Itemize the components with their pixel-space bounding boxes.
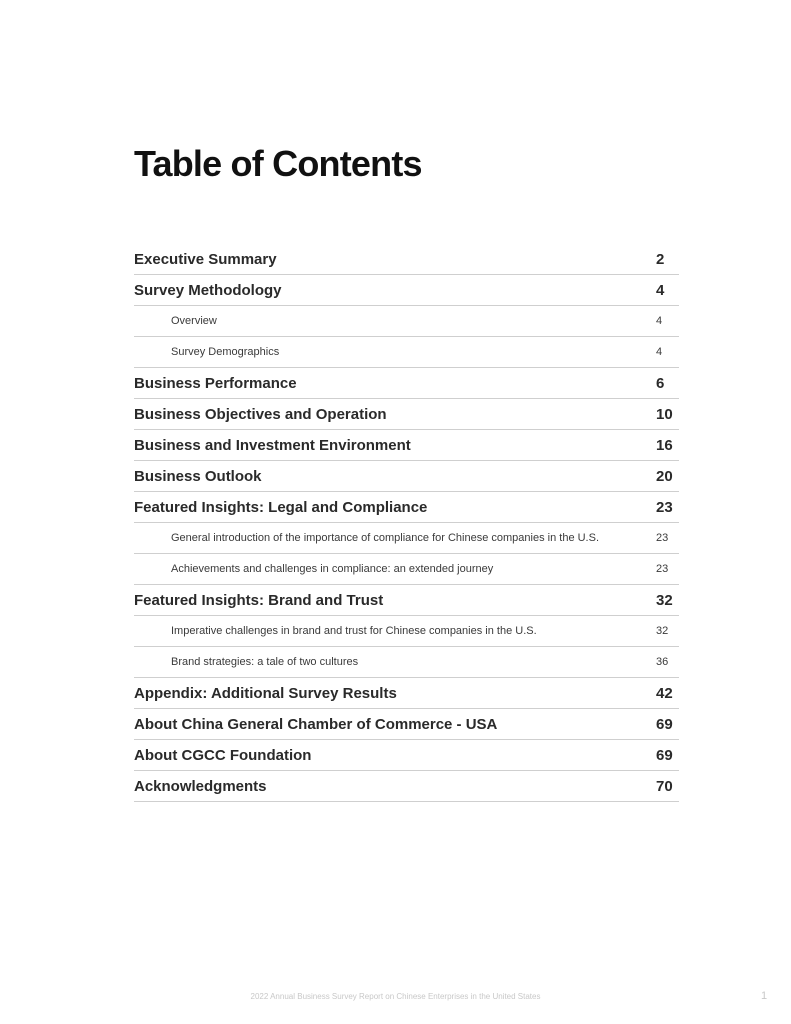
- page-number: 1: [761, 990, 768, 1002]
- toc-entry-label: Business and Investment Environment: [134, 436, 411, 454]
- page-title: Table of Contents: [134, 143, 422, 184]
- toc-subentry[interactable]: [134, 523, 679, 554]
- toc-subentry[interactable]: [134, 554, 679, 585]
- toc-entry[interactable]: [134, 430, 679, 461]
- toc-subentry[interactable]: [134, 337, 679, 368]
- toc-entry-label: Featured Insights: Legal and Compliance: [134, 498, 428, 516]
- toc-entry-page: 4: [656, 346, 663, 358]
- toc-entry-page: 4: [656, 281, 665, 299]
- toc-entry-page: 20: [656, 467, 673, 485]
- toc-entry-label: Appendix: Additional Survey Results: [134, 684, 397, 702]
- toc-entry-label: Executive Summary: [134, 250, 277, 268]
- toc-entry[interactable]: [134, 771, 679, 802]
- toc-subentry[interactable]: [134, 616, 679, 647]
- toc-entry-label: Imperative challenges in brand and trust for Chinese companies in the U.S.: [171, 625, 537, 637]
- toc-entry-label: Acknowledgments: [134, 777, 267, 795]
- toc-entry[interactable]: [134, 709, 679, 740]
- toc-entry-page: 23: [656, 532, 669, 544]
- toc-entry-label: Featured Insights: Brand and Trust: [134, 591, 384, 609]
- footer-text: 2022 Annual Business Survey Report on Chinese Enterprises in the United States: [250, 992, 541, 1001]
- toc-entry-label: Business Performance: [134, 374, 297, 392]
- toc-entry-page: 32: [656, 625, 669, 637]
- toc-entry-page: 69: [656, 746, 673, 764]
- toc-entry-label: Business Outlook: [134, 467, 262, 485]
- table-of-contents: [134, 244, 679, 802]
- toc-entry[interactable]: [134, 492, 679, 523]
- toc-entry[interactable]: [134, 585, 679, 616]
- toc-entry-page: 10: [656, 405, 673, 423]
- toc-entry-label: Brand strategies: a tale of two cultures: [171, 656, 359, 668]
- toc-subentry[interactable]: [134, 647, 679, 678]
- toc-entry-label: About China General Chamber of Commerce - USA: [134, 715, 498, 733]
- toc-entry-label: Survey Demographics: [171, 346, 280, 358]
- toc-subentry[interactable]: [134, 306, 679, 337]
- toc-entry[interactable]: [134, 368, 679, 399]
- toc-entry[interactable]: [134, 275, 679, 306]
- toc-entry-page: 23: [656, 498, 673, 516]
- toc-entry-page: 69: [656, 715, 673, 733]
- toc-entry-page: 6: [656, 374, 665, 392]
- toc-entry-label: Overview: [171, 315, 217, 327]
- toc-entry[interactable]: [134, 678, 679, 709]
- toc-entry-page: 2: [656, 250, 665, 268]
- toc-entry-page: 23: [656, 563, 669, 575]
- toc-entry-label: Survey Methodology: [134, 281, 282, 299]
- toc-entry-page: 70: [656, 777, 673, 795]
- toc-entry[interactable]: [134, 461, 679, 492]
- toc-entry-label: General introduction of the importance of compliance for Chinese companies in the U.S.: [171, 532, 600, 544]
- toc-entry[interactable]: [134, 244, 679, 275]
- toc-entry-label: Achievements and challenges in compliance: an extended journey: [171, 563, 494, 575]
- toc-entry-label: About CGCC Foundation: [134, 746, 312, 764]
- toc-entry[interactable]: [134, 399, 679, 430]
- toc-entry-page: 16: [656, 436, 673, 454]
- toc-entry-page: 42: [656, 684, 673, 702]
- toc-entry-page: 4: [656, 315, 663, 327]
- toc-entry-page: 36: [656, 656, 669, 668]
- toc-entry-label: Business Objectives and Operation: [134, 405, 387, 423]
- toc-entry-page: 32: [656, 591, 673, 609]
- toc-entry[interactable]: [134, 740, 679, 771]
